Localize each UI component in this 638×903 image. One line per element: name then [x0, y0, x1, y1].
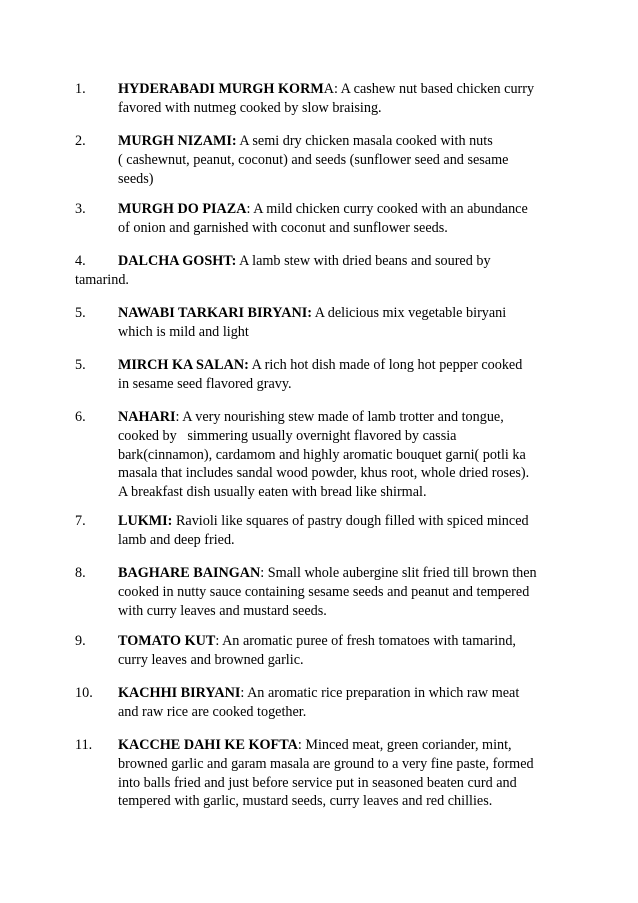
item-first-line: [75, 252, 595, 271]
item-first-line: [118, 736, 578, 755]
dish-name: MURGH DO PIAZA: [118, 201, 247, 217]
dish-description: : A very nourishing stew made of lamb trotter and tongue,: [175, 409, 504, 425]
item-number: 1.: [75, 81, 86, 97]
item-number: 2.: [75, 133, 86, 149]
dish-name: KACHHI BIRYANI: [118, 685, 241, 701]
dish-name: KACCHE DAHI KE KOFTA: [118, 737, 298, 753]
item-text: [118, 512, 578, 550]
item-line: cooked in nutty sauce containing sesame seeds and peanut and tempered: [118, 583, 530, 600]
item-line: tamarind.: [75, 271, 129, 288]
dish-description: : An aromatic rice preparation in which raw meat: [240, 685, 520, 701]
item-line: bark(cinnamon), cardamom and highly aromatic bouquet garni( potli ka: [118, 446, 526, 463]
item-text: [118, 304, 578, 342]
dish-name: BAGHARE BAINGAN: [118, 565, 261, 581]
item-line: masala that includes sandal wood powder, khus root, whole dried roses).: [118, 465, 530, 482]
item-line: A breakfast dish usually eaten with bread like shirmal.: [118, 484, 427, 501]
item-first-line: [118, 132, 578, 151]
item-first-line: [118, 80, 578, 99]
item-number: 8.: [75, 565, 86, 581]
item-line: and raw rice are cooked together.: [118, 703, 307, 720]
dish-name: MURGH NIZAMI:: [118, 133, 237, 149]
item-number: 11.: [75, 737, 93, 753]
item-number: 10.: [75, 685, 93, 701]
dish-description: A lamb stew with dried beans and soured by: [236, 253, 491, 269]
item-line: favored with nutmeg cooked by slow braising.: [118, 99, 382, 116]
item-line: in sesame seed flavored gravy.: [118, 375, 292, 392]
item-line: which is mild and light: [118, 323, 249, 340]
item-line: cooked by simmering usually overnight flavored by cassia: [118, 427, 457, 444]
item-line: tempered with garlic, mustard seeds, curry leaves and red chillies.: [118, 793, 493, 810]
item-first-line: [118, 200, 578, 219]
item-line: browned garlic and garam masala are ground to a very fine paste, formed: [118, 755, 534, 772]
item-line: with curry leaves and mustard seeds.: [118, 602, 327, 619]
dish-description: : Small whole aubergine slit fried till brown then: [260, 565, 537, 581]
item-text: [118, 684, 578, 722]
dish-description: A: A cashew nut based chicken curry: [323, 81, 535, 97]
item-line: ( cashewnut, peanut, coconut) and seeds (sunflower seed and sesame: [118, 151, 509, 168]
dish-description: : Minced meat, green coriander, mint,: [297, 737, 512, 753]
item-line: into balls fried and just before service put in seasoned beaten curd and: [118, 774, 517, 791]
item-text: [118, 132, 578, 188]
item-number: 6.: [75, 409, 86, 425]
item-number: 7.: [75, 513, 86, 529]
item-first-line: [118, 684, 578, 703]
item-line: curry leaves and browned garlic.: [118, 651, 304, 668]
dish-description: A delicious mix vegetable biryani: [311, 305, 507, 321]
list-item: [75, 252, 595, 290]
dish-name: NAWABI TARKARI BIRYANI:: [118, 305, 312, 321]
dish-name: DALCHA GOSHT:: [118, 253, 237, 269]
dish-description: A rich hot dish made of long hot pepper cooked: [248, 357, 523, 373]
item-first-line: [118, 564, 578, 583]
item-line: of onion and garnished with coconut and sunflower seeds.: [118, 219, 448, 236]
dish-description: : An aromatic puree of fresh tomatoes with tamarind,: [215, 633, 516, 649]
dish-description: : A mild chicken curry cooked with an abundance: [246, 201, 528, 217]
item-text: [118, 564, 578, 620]
item-first-line: [118, 512, 578, 531]
item-first-line: [118, 632, 578, 651]
item-first-line: [118, 304, 578, 323]
item-number: 5.: [75, 357, 86, 373]
item-number: 5.: [75, 305, 86, 321]
dish-name: TOMATO KUT: [118, 633, 216, 649]
dish-name: MIRCH KA SALAN:: [118, 357, 249, 373]
item-line: lamb and deep fried.: [118, 531, 235, 548]
dish-name: NAHARI: [118, 409, 176, 425]
dish-description: A semi dry chicken masala cooked with nuts: [236, 133, 493, 149]
item-text: [118, 736, 578, 811]
item-number: 3.: [75, 201, 86, 217]
item-text: [118, 632, 578, 670]
item-line: seeds): [118, 170, 154, 187]
item-number: 4.: [75, 253, 86, 269]
dish-name: LUKMI:: [118, 513, 173, 529]
item-text: [118, 80, 578, 118]
dish-name: HYDERABADI MURGH KORM: [118, 81, 324, 97]
item-text: [118, 200, 578, 238]
item-number: 9.: [75, 633, 86, 649]
dish-description: Ravioli like squares of pastry dough filled with spiced minced: [172, 513, 529, 529]
item-text: [118, 356, 578, 394]
item-first-line: [118, 408, 578, 427]
item-first-line: [118, 356, 578, 375]
item-text: [118, 408, 578, 502]
